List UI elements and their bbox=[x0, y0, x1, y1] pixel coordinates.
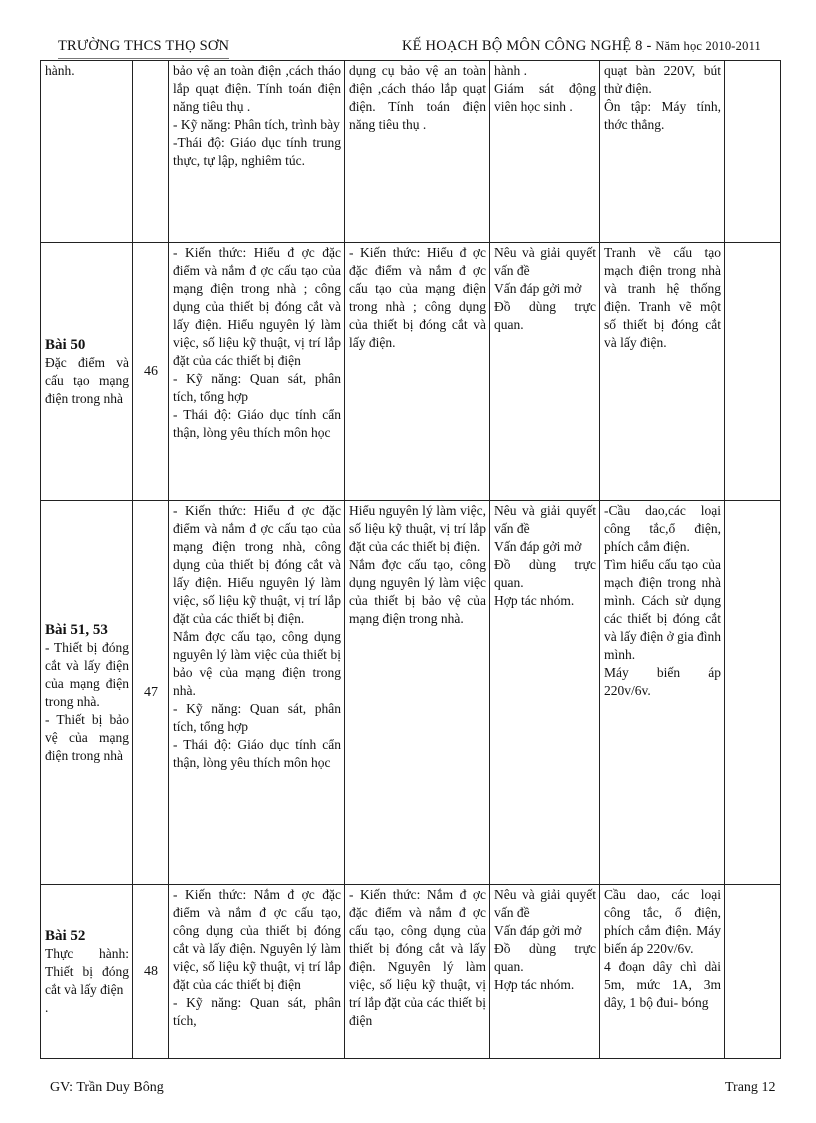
focus-cell bbox=[345, 501, 490, 885]
lesson-name: Thực hành: Thiết bị đóng cắt và lấy điện bbox=[45, 946, 129, 997]
school-name-text: TRƯỜNG THCS THỌ SƠN bbox=[58, 38, 230, 54]
lesson-name: . bbox=[45, 1000, 49, 1015]
cell-line: Nêu và giải quyết vấn đề bbox=[494, 245, 596, 278]
notes-cell bbox=[725, 61, 781, 243]
cell-line: bảo vệ an toàn điện ,cách tháo lắp quạt điện. Tính toán điện năng tiêu thụ . bbox=[173, 63, 341, 114]
table-row bbox=[41, 885, 781, 1059]
lesson-cell bbox=[41, 501, 133, 885]
cell-line: Vấn đáp gởi mở bbox=[494, 539, 582, 554]
notes-cell bbox=[725, 501, 781, 885]
table-row bbox=[41, 243, 781, 501]
cell-line: Hợp tác nhóm. bbox=[494, 977, 575, 992]
school-name bbox=[58, 38, 229, 55]
cell-line: - Kiến thức: Hiểu đ ợc đặc điểm và nắm đ ợc cấu tạo của mạng điện trong nhà ; công dụng của thiết bị đóng cắt và lấy điện. Hiểu nguyên lý làm việc, số liệu kỹ thuật, vị trí lắp đặt của các thiết bị điện bbox=[173, 245, 341, 368]
materials-cell bbox=[600, 501, 725, 885]
notes-cell bbox=[725, 243, 781, 501]
teacher-name: Trần Duy Bông bbox=[76, 1080, 164, 1095]
cell-line: dụng cụ bảo vệ an toàn điện ,cách tháo lắp quạt điện. Tính toán điện năng tiêu thụ . bbox=[349, 63, 486, 132]
school-year: Năm học 2010-2011 bbox=[655, 39, 762, 53]
cell-line: Vấn đáp gởi mở bbox=[494, 923, 582, 938]
page-label: Trang bbox=[725, 1080, 758, 1095]
objectives-cell bbox=[169, 885, 345, 1059]
cell-line: Nắm đợc cấu tạo, công dụng nguyên lý làm việc của thiết bị bảo vệ của mạng điện trong nhà. bbox=[349, 557, 486, 626]
lesson-name: - Thiết bị bảo vệ của mạng điện trong nhà bbox=[45, 712, 129, 763]
cell-line: - Kiến thức: Nắm đ ợc đặc điểm và nắm đ ợc cấu tạo, công dụng của thiết bị đóng cắt và lấy điện. Nguyên lý làm việc, số liệu kỹ thuật, vị trí lắp đặt của các thiết bị điện bbox=[349, 887, 486, 1028]
cell-line: -Cầu dao,các loại công tắc,ổ điện, phích cắm điện. bbox=[604, 503, 721, 554]
cell-line: Đồ dùng trực quan. bbox=[494, 941, 596, 974]
materials-cell bbox=[600, 885, 725, 1059]
lesson-cell bbox=[41, 61, 133, 243]
table-row bbox=[41, 61, 781, 243]
focus-cell bbox=[345, 243, 490, 501]
cell-line: - Kỹ năng: Phân tích, trình bày bbox=[173, 117, 340, 132]
objectives-cell bbox=[169, 501, 345, 885]
cell-line: Tìm hiểu cấu tạo của mạch điện trong nhà mình. Cách sử dụng các thiết bị đóng cắt và lấy điện ở gia đình mình. bbox=[604, 557, 721, 662]
cell-line: Đồ dùng trực quan. bbox=[494, 557, 596, 590]
lesson-plan-table bbox=[40, 60, 781, 1059]
plan-title-text: KẾ HOẠCH BỘ MÔN CÔNG NGHỆ 8 bbox=[402, 38, 643, 54]
lesson-name: hành. bbox=[45, 63, 75, 78]
teacher-signature bbox=[50, 1080, 164, 1096]
cell-line: - Thái độ: Giáo dục tính cẩn thận, lòng yêu thích môn học bbox=[173, 407, 341, 440]
cell-line: Nêu và giải quyết vấn đề bbox=[494, 887, 596, 920]
cell-line: - Kiến thức: Hiểu đ ợc đặc điểm và nắm đ ợc cấu tạo của mạng điện trong nhà, công dụng của thiết bị đóng cắt và lấy điện. Hiểu nguyên lý làm việc, số liệu kỹ thuật, vị trí lắp đặt của các thiết bị điện. bbox=[173, 503, 341, 626]
cell-line: - Thái độ: Giáo dục tính cẩn thận, lòng yêu thích môn học bbox=[173, 737, 341, 770]
cell-line: Nêu và giải quyết vấn đề bbox=[494, 503, 596, 536]
cell-line: Ôn tập: Máy tính, thớc thẳng. bbox=[604, 99, 721, 132]
methods-cell bbox=[490, 885, 600, 1059]
materials-cell bbox=[600, 243, 725, 501]
page-number-value: 12 bbox=[761, 1080, 776, 1095]
cell-line: - Kiến thức: Nắm đ ợc đặc điểm và nắm đ ợc cấu tạo, công dụng của thiết bị đóng cắt và lấy điện. Nguyên lý làm việc, số liệu kỹ thuật, vị trí lắp đặt của các thiết bị điện bbox=[173, 887, 341, 992]
teacher-label: GV: bbox=[50, 1080, 74, 1095]
period-cell: 46 bbox=[133, 243, 169, 501]
cell-line: Hợp tác nhóm. bbox=[494, 593, 575, 608]
table-row bbox=[41, 501, 781, 885]
cell-line: - Kỹ năng: Quan sát, phân tích, bbox=[173, 995, 341, 1028]
methods-cell bbox=[490, 501, 600, 885]
lesson-cell bbox=[41, 885, 133, 1059]
focus-cell bbox=[345, 61, 490, 243]
cell-line: - Kỹ năng: Quan sát, phân tích, tổng hợp bbox=[173, 371, 341, 404]
page-number bbox=[725, 1080, 775, 1096]
cell-line: Nắm đợc cấu tạo, công dụng nguyên lý làm việc của thiết bị bảo vệ của mạng điện trong nhà. bbox=[173, 629, 341, 698]
lesson-name: Đặc điểm và cấu tạo mạng điện trong nhà bbox=[45, 355, 129, 406]
cell-line: Tranh về cấu tạo mạch điện trong nhà và tranh hệ thống điện. Tranh vẽ một số thiết bị đóng cắt và lấy điện. bbox=[604, 245, 721, 350]
focus-cell bbox=[345, 885, 490, 1059]
cell-line: 4 đoạn dây chì dài 5m, mức 1A, 3m dây, 1 bộ đui- bóng bbox=[604, 959, 721, 1010]
cell-line: - Kỹ năng: Quan sát, phân tích, tổng hợp bbox=[173, 701, 341, 734]
period-cell: 48 bbox=[133, 885, 169, 1059]
cell-line: hành . bbox=[494, 63, 527, 78]
header-separator: - bbox=[646, 38, 652, 54]
lesson-cell bbox=[41, 243, 133, 501]
cell-line: quạt bàn 220V, bút thử điện. bbox=[604, 63, 721, 96]
notes-cell bbox=[725, 885, 781, 1059]
cell-line: -Thái độ: Giáo dục tính trung thực, tự lập, nghiêm túc. bbox=[173, 135, 341, 168]
cell-line: Máy biến áp 220v/6v. bbox=[604, 665, 721, 698]
cell-line: Đồ dùng trực quan. bbox=[494, 299, 596, 332]
period-cell bbox=[133, 61, 169, 243]
cell-line: Cầu dao, các loại công tắc, ổ điện, phích cắm điện. Máy biến áp 220v/6v. bbox=[604, 887, 721, 956]
cell-line: Giám sát động viên học sinh . bbox=[494, 81, 596, 114]
objectives-cell bbox=[169, 61, 345, 243]
cell-line: Vấn đáp gởi mở bbox=[494, 281, 582, 296]
lesson-title: Bài 52 bbox=[45, 928, 86, 944]
cell-line: Hiểu nguyên lý làm việc, số liệu kỹ thuật, vị trí lắp đặt của các thiết bị điện. bbox=[349, 503, 486, 554]
objectives-cell bbox=[169, 243, 345, 501]
methods-cell bbox=[490, 61, 600, 243]
methods-cell bbox=[490, 243, 600, 501]
plan-title bbox=[402, 38, 761, 55]
lesson-name: - Thiết bị đóng cắt và lấy điện của mạng điện trong nhà. bbox=[45, 640, 129, 709]
period-cell: 47 bbox=[133, 501, 169, 885]
lesson-title: Bài 51, 53 bbox=[45, 622, 108, 638]
materials-cell bbox=[600, 61, 725, 243]
cell-line: - Kiến thức: Hiểu đ ợc đặc điểm và nắm đ ợc cấu tạo của mạng điện trong nhà ; công dụng của thiết bị đóng cắt và lấy điện. bbox=[349, 245, 486, 350]
lesson-title: Bài 50 bbox=[45, 337, 86, 353]
